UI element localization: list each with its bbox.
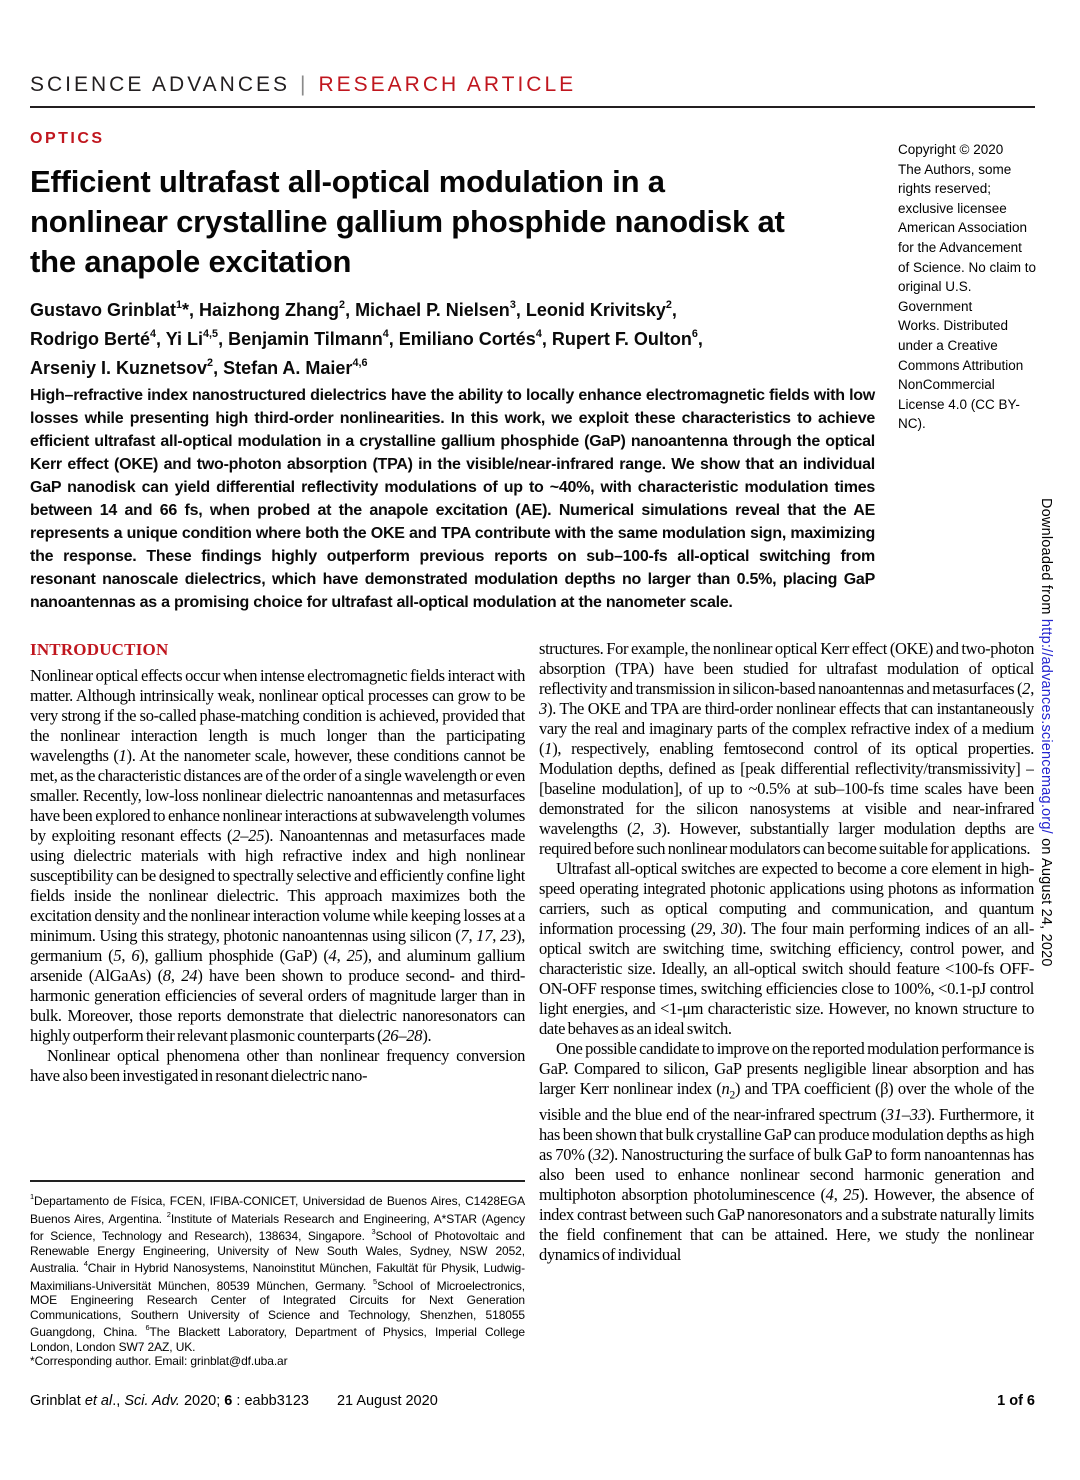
copyright-line: under a Creative: [898, 337, 998, 353]
body-paragraph: Nonlinear optical phenomena other than nonlinear frequency conversion have also been investigated in resonant dielectric nano-: [30, 1046, 525, 1085]
title-line: Efficient ultrafast all-optical modulation in a: [30, 164, 665, 199]
article-type-label: RESEARCH ARTICLE: [318, 73, 577, 96]
introduction-heading: INTRODUCTION: [30, 640, 169, 659]
masthead-rule: [30, 106, 1035, 108]
copyright-line: The Authors, some: [898, 161, 1012, 177]
author-line: Gustavo Grinblat$^1$*, Haizhong Zhang$^2$, Michael P. Nielsen$^3$, Leonid Krivitsky$^2$,: [30, 299, 677, 320]
masthead-separator: |: [300, 73, 309, 96]
corresponding-author-note: *Corresponding author. Email: grinblat@df.uba.ar: [30, 1354, 288, 1368]
page-footer: [30, 1393, 1035, 1409]
page-number: 1 of 6: [997, 1393, 1035, 1409]
author-line: Arseniy I. Kuznetsov$^2$, Stefan A. Maier$^{4,6}$: [30, 357, 368, 378]
abstract-text: High–refractive index nanostructured dielectrics have the ability to locally enhance electromagnetic fields with low losses while presenting high third-order nonlinearities. In this work, we exploit these characteristics to achieve efficient ultrafast all-optical modulation in a crystalline gallium phosphide (GaP) nanoantenna through the optical Kerr effect (OKE) and two-photon absorption (TPA) in the visible/near-infrared range. We show that an individual GaP nanodisk can yield differential reflectivity modulations of up to ~40%, with characteristic modulation times between 14 and 66 fs, when probed at the anapole excitation (AE). Numerical simulations reveal that the AE represents a unique condition where both the OKE and TPA contribute with the same modulation sign, maximizing the response. These findings highly outperform previous reports on sub–100-fs all-optical switching from resonant nanoscale dielectrics, which have demonstrated modulation depths no larger than 0.5%, placing GaP nanoantennas as a promising choice for ultrafast all-optical modulation at the nanometer scale.: [30, 387, 875, 611]
title-line: the anapole excitation: [30, 244, 352, 279]
copyright-line: Works. Distributed: [898, 318, 1009, 334]
copyright-line: for the Advancement: [898, 239, 1022, 255]
author-list: [30, 294, 703, 381]
copyright-line: of Science. No claim to: [898, 259, 1037, 275]
copyright-notice: [898, 140, 1040, 434]
copyright-line: NonCommercial: [898, 377, 995, 393]
section-label: OPTICS: [30, 130, 105, 147]
title-line: nonlinear crystalline gallium phosphide nanodisk at: [30, 204, 785, 239]
article-title: [30, 162, 785, 282]
copyright-line: Copyright © 2020: [898, 142, 1004, 157]
copyright-line: rights reserved;: [898, 181, 992, 197]
copyright-line: License 4.0 (CC BY-NC).: [898, 396, 1020, 432]
journal-name: SCIENCE ADVANCES: [30, 73, 290, 96]
download-notice-suffix: on August 24, 2020: [1038, 833, 1054, 967]
author-line: Rodrigo Berté$^4$, Yi Li$^{4,5}$, Benjamin Tilmann$^4$, Emiliano Cortés$^4$, Rupert F. Oulton$^6$,: [30, 328, 703, 349]
body-paragraph: Nonlinear optical effects occur when intense electromagnetic fields interact with matter. Although intrinsically weak, nonlinear optical processes can grow to be very strong if the so-called phase-matching condition is achieved, provided that the nonlinear interaction length is much longer than the participating wavelengths (1). At the nanometer scale, however, these conditions cannot be met, as the characteristic distances are of the order of a single wavelength or even smaller. Recently, low-loss nonlinear dielectric nanoantennas and metasurfaces have been explored to enhance nonlinear interactions at subwavelength volumes by exploiting resonant effects (2–25). Nanoantennas and metasurfaces made using dielectric materials with high refractive index and high nonlinear susceptibility can be designed to spectrally selective and efficiently confine light fields inside the nonlinear dielectric. This approach maximizes both the excitation density and the nonlinear interaction volume while keeping losses at a minimum. Using this strategy, photonic nanoantennas using silicon (7, 17, 23), germanium (5, 6), gallium phosphide (GaP) (4, 25), and aluminum gallium arsenide (AlGaAs) (8, 24) have been shown to produce second- and third-harmonic generation efficiencies of several orders of magnitude larger than in bulk. Moreover, those reports demonstrate that dielectric nanoresonators can highly outperform their relevant plasmonic counterparts (26–28).: [30, 666, 525, 1045]
copyright-line: American Association: [898, 220, 1028, 236]
footnote-rule: [30, 1180, 525, 1182]
download-notice: [1038, 498, 1054, 967]
download-notice-prefix: Downloaded from: [1038, 498, 1054, 619]
left-column: [30, 639, 525, 1177]
journal-url-link[interactable]: http://advances.sciencemag.org/: [1038, 618, 1054, 834]
publication-date: 21 August 2020: [336, 1393, 438, 1409]
citation: Grinblat et al., Sci. Adv. 2020; 6 : eabb3123: [30, 1393, 309, 1409]
copyright-line: Commons Attribution: [898, 357, 1024, 373]
body-paragraph: One possible candidate to improve on the reported modulation performance is GaP. Compared to silicon, GaP presents negligible linear absorption and has larger Kerr nonlinear index $(n_2)$ and TPA coefficient (β) over the whole of the visible and the blue end of the near-infrared spectrum (31–33). Furthermore, it has been shown that bulk crystalline GaP can produce modulation depths as high as 70% (32). Nanostructuring the surface of bulk GaP to form nanoantennas has also been used to enhance nonlinear second harmonic generation and multiphoton absorption photoluminescence (4, 25). However, the absence of index contrast between such GaP nanoresonators and a substrate naturally limits the field confinement that can be attained. Here, we study the nonlinear dynamics of individual: [539, 1039, 1034, 1265]
body-columns: [30, 639, 1035, 1265]
footnotes-block: [30, 1191, 525, 1369]
right-column: [539, 639, 1034, 1265]
body-paragraph: Ultrafast all-optical switches are expected to become a core element in high-speed operating integrated photonic applications using photons as information carriers, such as optical computing and communication, and quantum information processing (29, 30). The four main performing indices of an all-optical switch are switching time, switching efficiency, control power, and characteristic size. Ideally, an all-optical switch should feature <100-fs OFF-ON-OFF response times, switching efficiencies close to 100%, <0.1-pJ control light energies, and <1-μm characteristic size. However, no known structure to date behaves as an ideal switch.: [539, 859, 1034, 1038]
copyright-line: exclusive licensee: [898, 200, 1007, 216]
body-paragraph: structures. For example, the nonlinear optical Kerr effect (OKE) and two-photon absorption (TPA) have been studied for ultrafast modulation of optical reflectivity and transmission in silicon-based nanoantennas and metasurfaces (2, 3). The OKE and TPA are third-order nonlinear effects that can instantaneously vary the real and imaginary parts of the complex refractive index of a medium (1), respectively, enabling femtosecond control of its optical properties. Modulation depths, defined as [peak differential reflectivity/transmissivity] – [baseline modulation], of up to ~0.5% at sub–100-fs time scales have been demonstrated for the silicon nanosystems at visible and near-infrared wavelengths (2, 3). However, substantially larger modulation depths are required before such nonlinear modulators can become suitable for applications.: [539, 639, 1034, 858]
affiliations-footnote: $^1$Departamento de Física, FCEN, IFIBA-CONICET, Universidad de Buenos Aires, C1428EGA Buenos Aires, Argentina. $^2$Institute of Materials Research and Engineering, A*STAR (Agency for Science, Technology and Research), 138634, Singapore. $^3$School of Photovoltaic and Renewable Energy Engineering, University of New South Wales, Sydney, NSW 2052, Australia. $^4$Chair in Hybrid Nanosystems, Nanoinstitut München, Fakultät für Physik, Ludwig-Maximilians-Universität München, 80539 München, Germany. $^5$School of Microelectronics, MOE Engineering Research Center of Integrated Circuits for Next Generation Communications, Southern University of Science and Technology, Shenzhen, 518055 Guangdong, China. $^6$The Blackett Laboratory, Department of Physics, Imperial College London, London SW7 2AZ, UK.: [30, 1192, 525, 1354]
masthead: [30, 72, 576, 98]
copyright-line: original U.S. Government: [898, 279, 973, 314]
